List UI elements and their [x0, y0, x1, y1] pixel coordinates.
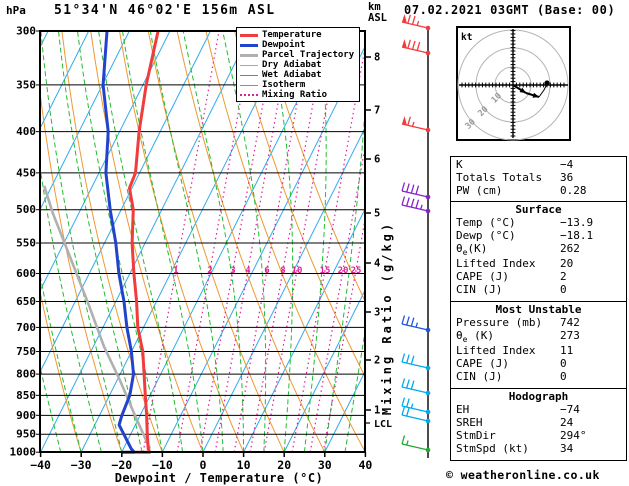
info-row-label: EH [456, 403, 470, 416]
run-date: 07.02.2021 03GMT (Base: 00) [404, 3, 616, 17]
wind-barb [402, 39, 430, 55]
info-row-label: Dewp (°C) [456, 229, 516, 242]
svg-text:−30: −30 [70, 458, 92, 472]
info-row [456, 344, 626, 357]
info-row-value: 273 [560, 329, 580, 342]
svg-text:300: 300 [16, 24, 36, 38]
hodograph [457, 27, 570, 140]
svg-text:650: 650 [16, 294, 36, 308]
wind-barb [402, 379, 430, 396]
wind-barb [402, 197, 430, 214]
temperature-axis [30, 452, 372, 485]
svg-text:20: 20 [476, 104, 491, 119]
info-row-label: CIN (J) [456, 283, 503, 297]
svg-text:750: 750 [16, 345, 36, 359]
info-row-label: Lifted Index [456, 257, 536, 271]
info-row [456, 242, 626, 257]
svg-text:30: 30 [317, 458, 332, 472]
svg-text:30: 30 [463, 117, 478, 132]
info-section [450, 301, 627, 389]
wind-barb [402, 116, 430, 132]
info-row-label: CAPE (J) [456, 357, 509, 371]
svg-text:500: 500 [16, 203, 36, 217]
info-row-label: StmDir [456, 429, 496, 442]
info-row-value: 0 [560, 283, 567, 297]
info-row-value: 0 [560, 357, 567, 371]
info-row-label: Temp (°C) [456, 216, 516, 229]
svg-text:600: 600 [16, 266, 36, 280]
wind-barb [402, 316, 430, 333]
wind-barb [402, 183, 430, 200]
legend-line-sample [240, 44, 258, 47]
svg-text:3: 3 [230, 266, 236, 276]
info-row [456, 370, 626, 383]
info-row-label: CAPE (J) [456, 270, 509, 284]
info-row-label: PW (cm) [456, 184, 503, 197]
info-row-value: 36 [560, 171, 574, 184]
info-row-label: $\theta_e(K)$ [456, 242, 488, 258]
legend-line-sample [240, 34, 258, 37]
svg-text:850: 850 [16, 388, 36, 402]
info-row-value: −4 [560, 158, 574, 171]
svg-text:400: 400 [16, 125, 36, 139]
svg-text:6: 6 [374, 153, 381, 166]
info-section [450, 201, 627, 302]
svg-text:4: 4 [245, 266, 251, 276]
svg-text:−20: −20 [111, 458, 133, 472]
svg-text:25: 25 [350, 266, 362, 276]
svg-text:8: 8 [280, 266, 286, 276]
svg-text:950: 950 [16, 427, 36, 441]
info-row-value: −74 [560, 403, 580, 416]
info-row [456, 171, 626, 184]
info-row-value: −13.9 [560, 216, 594, 229]
copyright: © weatheronline.co.uk [446, 468, 600, 482]
svg-text:4: 4 [374, 257, 381, 270]
svg-text:2: 2 [207, 266, 213, 276]
legend-item [240, 60, 359, 70]
svg-text:3: 3 [374, 306, 381, 319]
wind-barb [402, 354, 430, 371]
svg-text:1000: 1000 [9, 445, 36, 459]
km-label: km [368, 1, 381, 13]
svg-text:40: 40 [358, 458, 373, 472]
svg-text:10: 10 [489, 91, 505, 106]
wind-barbs [402, 14, 430, 458]
info-row [456, 329, 626, 344]
mixing-ratio-axis-label: Mixing Ratio (g/kg) [380, 220, 394, 416]
info-row [456, 442, 626, 455]
svg-text:10: 10 [236, 458, 251, 472]
lcl-label: LCL [374, 419, 393, 430]
legend-line-sample [240, 75, 258, 76]
svg-text:450: 450 [16, 166, 36, 180]
svg-text:6: 6 [264, 266, 270, 276]
info-row [456, 283, 626, 296]
km-axis [365, 52, 394, 431]
info-row [456, 416, 626, 429]
legend-item-label: Temperature [262, 30, 322, 40]
info-row-value: 11 [560, 344, 574, 358]
wind-barb [402, 398, 430, 415]
legend-item [240, 30, 359, 40]
svg-text:900: 900 [16, 408, 36, 422]
svg-text:10: 10 [291, 266, 303, 276]
info-row-value: 294° [560, 429, 587, 442]
info-row-value: 742 [560, 316, 580, 329]
info-row-value: −18.1 [560, 229, 594, 242]
legend-line-sample [240, 65, 258, 66]
legend-item [240, 50, 359, 60]
info-row [456, 216, 626, 229]
legend-item [240, 70, 359, 80]
legend-item [240, 90, 359, 100]
info-row [456, 270, 626, 283]
legend-line-sample [240, 94, 258, 96]
info-section-header: Surface [515, 203, 562, 216]
info-row [456, 357, 626, 370]
info-row [456, 316, 626, 329]
info-row [456, 229, 626, 242]
svg-text:700: 700 [16, 320, 36, 334]
info-row-value: 34 [560, 442, 574, 455]
wind-barb [402, 436, 430, 453]
x-axis-title: Dewpoint / Temperature (°C) [114, 471, 324, 485]
pressure-unit-label: hPa [6, 4, 26, 17]
info-row-label: Totals Totals [456, 171, 543, 184]
station-title: 51°34'N 46°02'E 156m ASL [54, 3, 276, 18]
info-row-value: 0 [560, 370, 567, 384]
svg-text:15: 15 [319, 266, 331, 276]
info-row-label: StmSpd (kt) [456, 442, 529, 455]
info-row-label: SREH [456, 416, 483, 429]
svg-text:5: 5 [374, 207, 381, 220]
legend-item-label: Mixing Ratio [262, 90, 328, 100]
legend-item-label: Wet Adiabat [262, 70, 322, 80]
info-row-value: 262 [560, 242, 580, 255]
svg-text:7: 7 [374, 104, 381, 117]
legend-item [240, 80, 359, 90]
svg-text:−10: −10 [152, 458, 173, 472]
info-section [450, 388, 627, 461]
hodograph-unit-label: kt [461, 32, 473, 43]
svg-text:20: 20 [337, 266, 349, 276]
dewpoint-curve [103, 31, 134, 452]
svg-text:2: 2 [374, 354, 381, 367]
svg-text:550: 550 [16, 236, 36, 250]
svg-text:0: 0 [199, 458, 207, 472]
svg-text:1: 1 [374, 404, 381, 417]
info-row-label: Lifted Index [456, 344, 536, 358]
legend-line-sample [240, 54, 258, 57]
svg-text:350: 350 [16, 78, 36, 92]
legend-item-label: Dewpoint [262, 40, 306, 50]
svg-text:−40: −40 [30, 458, 51, 472]
legend [236, 27, 360, 102]
asl-label: ASL [368, 12, 387, 24]
info-row-label: Pressure (mb) [456, 316, 543, 329]
info-row-label: CIN (J) [456, 370, 503, 384]
info-section [450, 156, 627, 202]
info-section-header: Most Unstable [495, 303, 582, 316]
info-row [456, 184, 626, 197]
info-row-value: 20 [560, 257, 574, 271]
svg-text:1: 1 [173, 266, 179, 276]
info-row [456, 429, 626, 442]
info-row-label: $\theta_e$ (K) [456, 329, 494, 345]
legend-item-label: Dry Adiabat [262, 60, 322, 70]
pressure-axis [10, 25, 41, 459]
svg-text:800: 800 [16, 367, 36, 381]
info-section-header: Hodograph [508, 390, 569, 403]
legend-item-label: Parcel Trajectory [262, 50, 355, 60]
legend-item [240, 40, 359, 50]
legend-line-sample [240, 85, 258, 86]
info-row-label: K [456, 158, 463, 171]
pressure-gridlines [40, 85, 365, 434]
info-row [456, 257, 626, 270]
info-row [456, 403, 626, 416]
svg-text:20: 20 [277, 458, 292, 472]
info-row [456, 158, 626, 171]
info-row-value: 2 [560, 270, 567, 284]
info-row-value: 0.28 [560, 184, 587, 197]
svg-text:8: 8 [374, 51, 381, 64]
info-row-value: 24 [560, 416, 574, 429]
altitude-axis-unit [368, 2, 387, 24]
legend-item-label: Isotherm [262, 80, 306, 90]
indices-panel [450, 156, 627, 461]
